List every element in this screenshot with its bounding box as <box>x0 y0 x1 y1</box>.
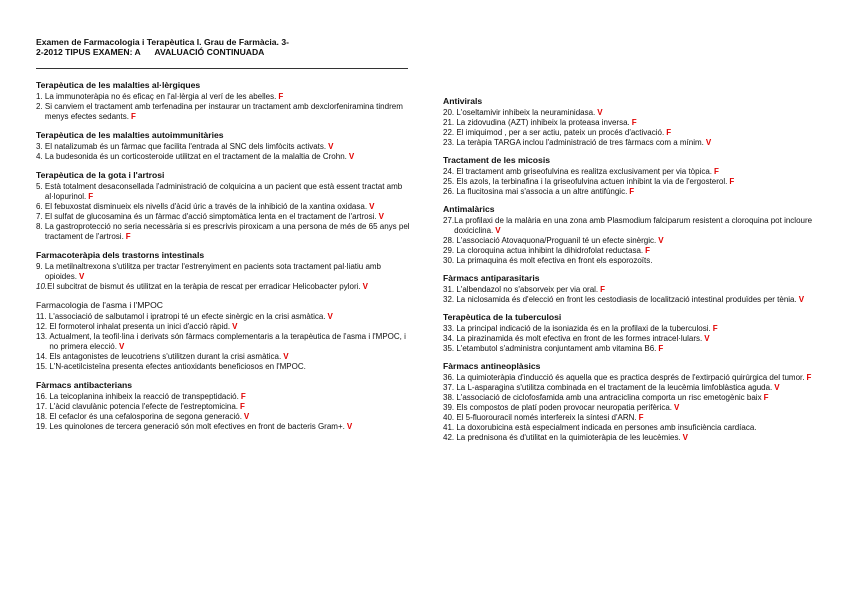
question-number: 35. <box>443 344 457 353</box>
question-item <box>36 332 414 352</box>
answer-mark: F <box>600 285 606 294</box>
question-body <box>456 373 815 383</box>
question-body <box>456 177 815 187</box>
exam-section <box>443 312 815 354</box>
question-item <box>443 334 815 344</box>
question-item <box>36 412 414 422</box>
question-body <box>49 352 414 362</box>
answer-mark: F <box>666 128 672 137</box>
answer-mark: V <box>705 138 712 147</box>
exam-section <box>443 273 815 305</box>
question-body <box>45 222 414 242</box>
question-item <box>36 152 414 162</box>
question-text: La gastroprotecció no seria necessària si es prescrivis piroxicam a una persona de més de 65 anys pel tractament de l'artrosi. <box>44 222 410 241</box>
question-item <box>443 295 815 305</box>
answer-mark: F <box>629 187 635 196</box>
question-item <box>36 202 414 212</box>
question-item <box>443 108 815 118</box>
question-text: La niclosamida és d'elecció en front les cestodiasis de localització intestinal produïdes per tènia. <box>456 295 797 304</box>
question-item <box>36 262 414 282</box>
question-item <box>36 402 414 412</box>
exam-section <box>443 204 815 266</box>
section-title: Tractament de les micosis <box>443 155 550 165</box>
question-text: Els antagonistes de leucotriens s'utilitzen durant la crisi asmàtica. <box>49 352 282 361</box>
answer-mark: F <box>278 92 284 101</box>
question-number: 11. <box>36 312 49 321</box>
question-text: L'N-acetilcisteïna presenta efectes antioxidants beneficiosos en l'MPOC. <box>49 362 306 371</box>
question-number: 41. <box>443 423 457 432</box>
answer-mark: F <box>240 392 246 401</box>
question-item <box>443 118 815 128</box>
question-number: 26. <box>443 187 457 196</box>
question-number: 25. <box>443 177 457 186</box>
question-body <box>456 423 815 433</box>
question-text: La principal indicació de la isoniazida és en la profilaxi de la tuberculosi. <box>456 324 711 333</box>
exam-section <box>36 300 414 372</box>
exam-title-line-2: 2-2012 TIPUS EXAMEN: A AVALUACIÓ CONTINUADA <box>36 47 265 57</box>
answer-mark: V <box>327 312 333 321</box>
question-text: La pirazinamida és molt efectiva en front de les formes intracel·lulars. <box>456 334 703 343</box>
question-text: El imiquimod , per a ser actiu, pateix un procés d'activació. <box>456 128 665 137</box>
question-item <box>36 352 414 362</box>
question-body <box>45 212 414 222</box>
question-text: Està totalment desaconsellada l'administració de colquicina a un pacient que està essent tractat amb al·lopurinol. <box>44 182 403 201</box>
question-item <box>36 92 414 102</box>
question-body <box>456 393 815 403</box>
answer-mark: V <box>682 433 689 442</box>
question-body <box>49 362 414 372</box>
question-item <box>443 167 815 177</box>
question-number: 37. <box>443 383 457 392</box>
question-number: 2. <box>36 102 45 111</box>
question-number: 39. <box>443 403 457 412</box>
question-item <box>36 392 414 402</box>
question-body <box>456 413 815 423</box>
left-column <box>36 80 414 440</box>
question-number: 17. <box>36 402 50 411</box>
question-number: 28. <box>443 236 457 245</box>
question-item <box>443 324 815 334</box>
answer-mark: V <box>674 403 680 412</box>
answer-mark: F <box>130 112 136 121</box>
question-text: Els compostos de platí poden provocar neuropatia perifèrica. <box>456 403 673 412</box>
question-text: La doxorubicina està especialment indicada en persones amb insuficiència cardíaca. <box>456 423 757 432</box>
question-body <box>47 282 414 292</box>
question-number: 19. <box>36 422 50 431</box>
answer-mark: V <box>495 226 501 235</box>
question-number: 5. <box>36 182 45 191</box>
question-number: 31. <box>443 285 457 294</box>
question-item <box>443 393 815 403</box>
question-text: La teràpia TARGA inclou l'administració de tres fàrmacs com a mínim. <box>456 138 704 147</box>
answer-mark: V <box>78 272 85 281</box>
question-number: 21. <box>443 118 457 127</box>
question-text: L'associació de ciclofosfamida amb una antraciclina comporta un risc emetogènic baix <box>456 393 762 402</box>
question-body <box>456 433 815 443</box>
question-number: 9. <box>36 262 45 271</box>
question-text: La quimioteràpia d'inducció és aquella que es practica després de l'extirpació quirúrgica del tumor. <box>456 373 805 382</box>
question-body <box>456 256 815 266</box>
exam-section <box>36 250 414 292</box>
question-body <box>456 246 815 256</box>
question-body <box>49 422 414 432</box>
question-text: Si canviem el tractament amb terfenadina per instaurar un tractament amb dexclorfeniramina tindrem menys efectes sedants. <box>44 102 403 121</box>
question-number: 3. <box>36 142 45 151</box>
question-body <box>456 118 815 128</box>
question-body <box>49 312 414 322</box>
question-number: 40. <box>443 413 457 422</box>
question-body <box>456 236 815 246</box>
question-body <box>456 128 815 138</box>
question-text: La primaquina és molt efectiva en front els esporozoïts. <box>456 256 653 265</box>
question-number: 20. <box>443 108 457 117</box>
question-number: 27. <box>443 216 455 225</box>
question-number: 36. <box>443 373 457 382</box>
question-item <box>443 246 815 256</box>
question-item <box>443 433 815 443</box>
question-text: La cloroquina actua inhibint la dihidrofolat reductasa. <box>456 246 644 255</box>
question-text: L'albendazol no s'absorveix per via oral. <box>456 285 599 294</box>
answer-mark: F <box>638 413 644 422</box>
answer-mark: F <box>88 192 94 201</box>
question-number: 34. <box>443 334 457 343</box>
question-number: 1. <box>36 92 45 101</box>
answer-mark: F <box>714 167 719 176</box>
question-body <box>456 187 815 197</box>
question-body <box>49 332 414 352</box>
section-title: Fàrmacs antineoplàsics <box>443 361 541 371</box>
question-text: L'associació de salbutamol i ipratropi té un efecte sinèrgic en la crisi asmàtica. <box>48 312 326 321</box>
answer-mark: V <box>346 422 353 431</box>
question-text: L'oseltamivir inhibeix la neuraminidasa. <box>456 108 596 117</box>
question-text: El 5-fluorouracil només interfereix la síntesi d'ARN. <box>456 413 637 422</box>
exam-section <box>36 80 414 122</box>
question-item <box>443 413 815 423</box>
question-text: Actualment, la teofil·lina i derivats són fàrmacs complementaris a la terapèutica de l'asma i l'MPOC, i no primera elecció. <box>49 332 406 351</box>
answer-mark: V <box>243 412 250 421</box>
question-item <box>443 216 815 236</box>
question-text: Els azols, la terbinafina i la griseofulvina actuen inhibint la via de l'ergosterol. <box>456 177 728 186</box>
question-number: 32. <box>443 295 457 304</box>
question-number: 42. <box>443 433 457 442</box>
question-body <box>49 402 414 412</box>
answer-mark: V <box>362 282 368 291</box>
answer-mark: F <box>763 393 769 402</box>
exam-section <box>443 361 815 443</box>
question-item <box>36 182 414 202</box>
question-item <box>36 142 414 152</box>
question-item <box>443 128 815 138</box>
question-item <box>36 312 414 322</box>
question-text: El formoterol inhalat presenta un inici d'acció ràpid. <box>49 322 231 331</box>
section-title: Fàrmacs antiparasitaris <box>443 273 540 283</box>
question-item <box>36 362 414 372</box>
exam-title-line-1: Examen de Farmacologia i Terapèutica I. Grau de Farmàcia. 3- <box>36 37 289 47</box>
question-text: El tractament amb griseofulvina es realitza exclusivament per via tòpica. <box>456 167 713 176</box>
question-body <box>45 102 414 122</box>
question-number: 23. <box>443 138 457 147</box>
exam-section <box>443 96 815 148</box>
question-item <box>36 102 414 122</box>
section-title: Farmacoteràpia dels trastorns intestinals <box>36 250 205 260</box>
right-column <box>443 96 815 450</box>
exam-title <box>36 37 416 57</box>
answer-mark: V <box>597 108 603 117</box>
section-title: Terapèutica de la tuberculosi <box>443 312 562 322</box>
answer-mark: F <box>729 177 735 186</box>
question-number: 33. <box>443 324 457 333</box>
question-body <box>45 262 414 282</box>
question-item <box>443 344 815 354</box>
question-text: La zidovudina (AZT) inhibeix la proteasa inversa. <box>456 118 630 127</box>
question-number: 22. <box>443 128 457 137</box>
question-text: La prednisona és d'utilitat en la quimioteràpia de les leucèmies. <box>456 433 681 442</box>
question-number: 30. <box>443 256 457 265</box>
question-number: 24. <box>443 167 457 176</box>
exam-section <box>36 130 414 162</box>
question-text: La L-asparagina s'utilitza combinada en el tractament de la leucèmia limfoblàstica aguda. <box>456 383 773 392</box>
question-number: 15. <box>36 362 50 371</box>
section-title: Terapèutica de les malalties al·lèrgiques <box>36 80 201 90</box>
question-body <box>456 285 815 295</box>
question-number: 7. <box>36 212 45 221</box>
question-number: 14. <box>36 352 50 361</box>
question-number: 29. <box>443 246 457 255</box>
question-body <box>456 295 815 305</box>
question-item <box>443 423 815 433</box>
answer-mark: V <box>283 352 289 361</box>
title-divider <box>36 68 408 69</box>
question-text: El febuxostat disminueix els nivells d'àcid úric a través de la inhibició de la xantina oxidasa. <box>44 202 368 211</box>
question-body <box>456 108 815 118</box>
question-body <box>45 182 414 202</box>
question-body <box>456 344 815 354</box>
answer-mark: V <box>798 295 805 304</box>
question-text: L'associació Atovaquona/Proguanil té un efecte sinèrgic. <box>456 236 657 245</box>
answer-mark: F <box>240 402 245 411</box>
answer-mark: V <box>658 236 664 245</box>
question-text: El natalizumab és un fàrmac que facilita l'entrada al SNC dels limfòcits activats. <box>44 142 327 151</box>
question-number: 18. <box>36 412 50 421</box>
question-text: La profilaxi de la malària en una zona amb Plasmodium falciparum resistent a cloroquina pot incloure doxiciclina. <box>454 216 813 235</box>
question-item <box>443 256 815 266</box>
answer-mark: F <box>125 232 131 241</box>
question-number: 4. <box>36 152 45 161</box>
answer-mark: F <box>712 324 718 333</box>
question-body <box>456 383 815 393</box>
answer-mark: F <box>631 118 637 127</box>
question-body <box>456 167 815 177</box>
exam-section <box>36 380 414 432</box>
question-number: 16. <box>36 392 50 401</box>
question-number: 8. <box>36 222 45 231</box>
question-item <box>443 403 815 413</box>
answer-mark: V <box>369 202 375 211</box>
question-text: Les quinolones de tercera generació són molt efectives en front de bacteris Gram+. <box>49 422 345 431</box>
question-number: 12. <box>36 322 50 331</box>
section-title: Antimalàrics <box>443 204 495 214</box>
question-body <box>49 412 414 422</box>
question-body <box>45 152 414 162</box>
answer-mark: V <box>232 322 238 331</box>
question-text: El subcitrat de bismut és utilitzat en la teràpia de rescat per erradicar Helicobacter pylori. <box>47 282 361 291</box>
answer-mark: V <box>774 383 780 392</box>
exam-section <box>36 170 414 242</box>
answer-mark: V <box>348 152 355 161</box>
section-title: Antivirals <box>443 96 483 106</box>
question-item <box>36 212 414 222</box>
question-item <box>36 422 414 432</box>
answer-mark: F <box>645 246 651 255</box>
question-item <box>443 187 815 197</box>
question-number: 6. <box>36 202 45 211</box>
question-body <box>45 142 414 152</box>
answer-mark: V <box>328 142 334 151</box>
question-number: 10. <box>36 282 48 291</box>
section-title: Farmacologia de l'asma i l'MPOC <box>36 300 163 310</box>
question-text: L'etambutol s'administra conjuntament amb vitamina B6. <box>456 344 657 353</box>
question-text: El cefaclor és una cefalosporina de segona generació. <box>49 412 242 421</box>
question-item <box>36 222 414 242</box>
question-text: La immunoteràpia no és eficaç en l'al·lèrgia al verí de les abelles. <box>44 92 277 101</box>
question-text: El sulfat de glucosamina és un fàrmac d'acció simptomàtica lenta en el tractament de l'artrosi. <box>44 212 377 221</box>
question-item <box>36 322 414 332</box>
answer-mark: V <box>118 342 125 351</box>
question-body <box>456 138 815 148</box>
question-text: La flucitosina mai s'associa a un altre antifúngic. <box>456 187 628 196</box>
question-body <box>45 202 414 212</box>
question-item <box>443 373 815 383</box>
question-item <box>443 236 815 246</box>
answer-mark: V <box>704 334 710 343</box>
question-item <box>443 383 815 393</box>
answer-mark: F <box>658 344 664 353</box>
question-body <box>454 216 815 236</box>
question-body <box>49 392 414 402</box>
question-body <box>456 403 815 413</box>
question-item <box>443 138 815 148</box>
question-number: 13. <box>36 332 50 341</box>
question-text: La metilnaltrexona s'utilitza per tractar l'estrenyiment en pacients sota tractament pal·liatiu amb opioides. <box>44 262 382 281</box>
question-body <box>45 92 414 102</box>
question-number: 38. <box>443 393 457 402</box>
section-title: Terapèutica de la gota i l'artrosi <box>36 170 165 180</box>
question-text: La teicoplanina inhibeix la reacció de transpeptidació. <box>49 392 239 401</box>
exam-section <box>443 155 815 197</box>
answer-mark: F <box>806 373 812 382</box>
question-body <box>49 322 414 332</box>
question-text: L'àcid clavulànic potencia l'efecte de l'estreptomicina. <box>49 402 239 411</box>
question-text: La budesonida és un corticosteroide utilitzat en el tractament de la malaltia de Crohn. <box>44 152 347 161</box>
answer-mark: V <box>378 212 384 221</box>
question-body <box>456 324 815 334</box>
section-title: Terapèutica de les malalties autoimmunitàries <box>36 130 224 140</box>
question-body <box>456 334 815 344</box>
question-item <box>443 285 815 295</box>
question-item <box>443 177 815 187</box>
section-title: Fàrmacs antibacterians <box>36 380 133 390</box>
question-item <box>36 282 414 292</box>
